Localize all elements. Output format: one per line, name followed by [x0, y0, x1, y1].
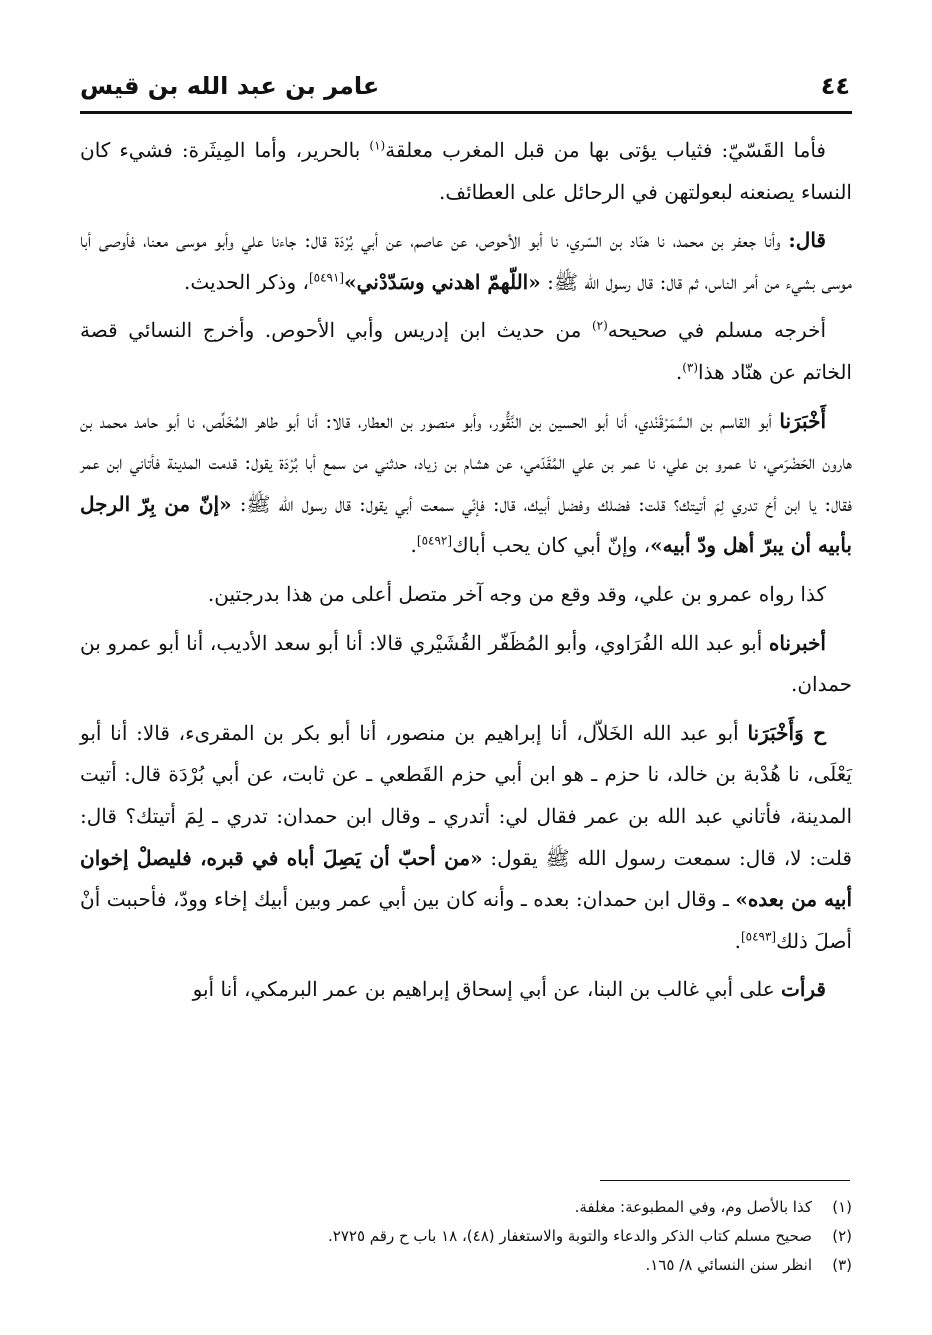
main-text — [80, 130, 852, 1018]
footnote-number: (١) — [832, 1198, 852, 1216]
paragraph-8 — [80, 969, 852, 1011]
paragraph-text: ، وإنّ أبي كان يحب أباك — [452, 533, 651, 558]
paragraph-lead: أَخْبَرَنا — [779, 408, 826, 433]
paragraph-text: أبو عبد الله الفُرَاوي، وأبو المُظَفّر القُشَيْري قالا: أنا أبو سعد الأديب، أنا أبو عمرو بن حمدان. — [80, 630, 852, 697]
paragraph-text: ـ وقال ابن حمدان: بعده ـ وأنه كان بين أبي عمر وبين أبيك إخاء وودّ، فأحببت أنْ أصلَ ذلك — [80, 887, 852, 953]
paragraph-text: . — [675, 359, 683, 384]
paragraph-text: ، وذكر الحديث. — [184, 269, 309, 294]
running-title: عامر بن عبد الله بن قيس — [80, 72, 380, 100]
hadith-quote: «إنّ من بِرّ الرجل بأبيه أن يبرّ أهل ودّ أبيه» — [80, 491, 852, 558]
hadith-number: [٥٤٩٣] — [740, 929, 777, 944]
footnote-text: كذا بالأصل وم، وفي المطبوعة: مغلفة. — [574, 1198, 812, 1216]
footnote-number: (٢) — [832, 1227, 852, 1245]
header-rule — [80, 111, 852, 114]
hadith-quote: «اللّهمّ اهدني وسَدّدْني» — [344, 269, 541, 294]
paragraph-text: أخرجه مسلم في صحيحه — [607, 318, 826, 343]
footnote-text: صحيح مسلم كتاب الذكر والدعاء والتوبة والاستغفار (٤٨)، ١٨ باب ح رقم ٢٧٢٥. — [328, 1227, 812, 1245]
paragraph-text: وأنا جعفر بن محمد، نا هنّاد بن السّري، نا أبو الأحوص، عن عاصم، عن أبي بُرْدَة قال: جاءنا علي وأبو موسى معنا، فأوصى أبا موسى بشيء من أمر الناس، ثم قال: قال رسول الله ﷺ: — [80, 228, 852, 294]
paragraph-lead: ح وَأَخْبَرَنا — [747, 720, 826, 745]
paragraph-7 — [80, 713, 852, 963]
footnote-number: (٣) — [832, 1256, 852, 1274]
footnote-item — [300, 1251, 852, 1280]
paragraph-text: أبو القاسم بن السَّمَرْقَنْدي، أنا أبو الحسين بن النَّقُّور، وأبو منصور بن العطار، قالا: أنا أبو طاهر المُخَلِّص، نا أبو حامد محمد بن هارون الحَضْرَمي، نا عمرو بن علي، نا عمر بن علي المُقَدّمي، عن هشام بن زياد، حدثني من سمع أبا بُرْدَة يقول: قدمت المدينة فأتاني ابن عمر فقال: يا ابن أخ تدري لِمَ أتيتك؟ قلت: فضلك وفضل أبيك، قال: فإنّي سمعت أبي يقول: قال رسول الله ﷺ: — [80, 408, 853, 516]
footnote-marker: (١) — [369, 138, 386, 153]
footnote-marker: (٢) — [591, 318, 608, 333]
paragraph-2 — [80, 220, 852, 303]
paragraph-text: . — [410, 533, 417, 558]
paragraph-1 — [80, 130, 852, 213]
paragraph-text: بالحرير، وأما المِيثَرة: فشيء كان النساء يصنعنه لبعولتهن في الرحائل على العطائف. — [80, 138, 852, 204]
paragraph-3 — [80, 310, 852, 393]
paragraph-5 — [80, 574, 852, 616]
footnote-text: انظر سنن النسائي ٨/ ١٦٥. — [645, 1256, 812, 1274]
footnote-rule — [600, 1180, 850, 1181]
paragraph-text: فأما القَسّيّ: فثياب يؤتى بها من قبل المغرب معلقة — [385, 138, 826, 162]
paragraph-text: كذا رواه عمرو بن علي، وقد وقع من وجه آخر متصل أعلى من هذا بدرجتين. — [207, 581, 826, 606]
paragraph-text: من حديث ابن إدريس وأبي الأحوص. وأخرج النسائي قصة الخاتم عن هنّاد هذا — [80, 318, 852, 384]
paragraph-text: أبو عبد الله الخَلاّل، أنا إبراهيم بن منصور، أنا أبو بكر بن المقرىء، قالا: أنا أبو يَعْلَى، نا هُدْبة بن خالد، نا حزم ـ هو ابن أبي حزم القَطعي ـ عن ثابت، عن أبي بُرْدَة قال: أتيت المدينة، فأتاني عبد الله بن عمر فقال لي: أتدري ـ وقال ابن حمدان: تدري ـ لِمَ أتيتك؟ قال: قلت: لا، قال: سمعت رسول الله ﷺ يقول: — [80, 720, 852, 870]
page-number: ٤٤ — [820, 72, 850, 100]
footnote-item — [300, 1222, 852, 1251]
paragraph-lead: قال: — [788, 228, 826, 253]
footnote-marker: (٣) — [682, 360, 699, 375]
paragraph-4 — [80, 401, 852, 567]
page-header — [80, 70, 850, 110]
paragraph-text: على أبي غالب بن البنا، عن أبي إسحاق إبراهيم بن عمر البرمكي، أنا أبو — [192, 977, 782, 1002]
footnotes — [300, 1193, 852, 1280]
paragraph-text: . — [734, 928, 741, 953]
hadith-number: [٥٤٩١] — [308, 270, 345, 285]
paragraph-6 — [80, 623, 852, 706]
paragraph-lead: قرأت — [781, 977, 826, 1002]
footnote-item — [300, 1193, 852, 1222]
hadith-quote: «من أحبّ أن يَصِلَ أباه في قبره، فليصلْ إخوان أبيه من بعده» — [80, 845, 853, 912]
hadith-number: [٥٤٩٢] — [416, 533, 453, 548]
paragraph-lead: أخبرناه — [768, 630, 826, 655]
